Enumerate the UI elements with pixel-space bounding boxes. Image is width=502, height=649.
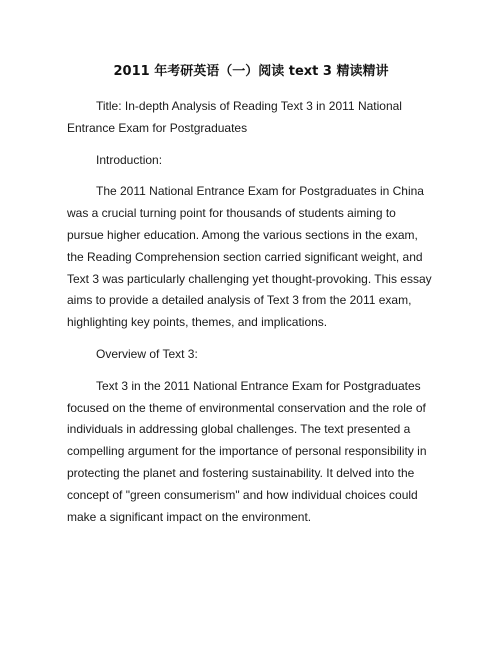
paragraph-introduction-heading: Introduction: — [96, 152, 163, 167]
paragraph-overview-body: Text 3 in the 2011 National Entrance Exam for Postgraduates focused on the theme of environmental conservation and the role of individuals in addressing global challenges. The text presented a compelling argument for the importance of personal responsibility in protecting the planet and fostering sustainability. It delved into the concept of "green consumerism" and how individual choices could make a significant impact on the environment. — [67, 378, 427, 524]
paragraph-overview-heading: Overview of Text 3: — [96, 346, 198, 361]
paragraph-title-line: Title: In-depth Analysis of Reading Text 3 in 2011 National Entrance Exam for Postgraduates — [67, 99, 402, 135]
paragraph-introduction-body: The 2011 National Entrance Exam for Postgraduates in China was a crucial turning point for thousands of students aiming to pursue higher education. Among the various sections in the exam, the Reading Comprehension section carried significant weight, and Text 3 was particularly challenging yet thought-provoking. This essay aims to provide a detailed analysis of Text 3 from the 2011 exam, highlighting key points, themes, and implications. — [67, 184, 432, 330]
document-heading: 2011 年考研英语（一）阅读 text 3 精读精讲 — [113, 64, 389, 79]
document-body — [67, 96, 433, 538]
